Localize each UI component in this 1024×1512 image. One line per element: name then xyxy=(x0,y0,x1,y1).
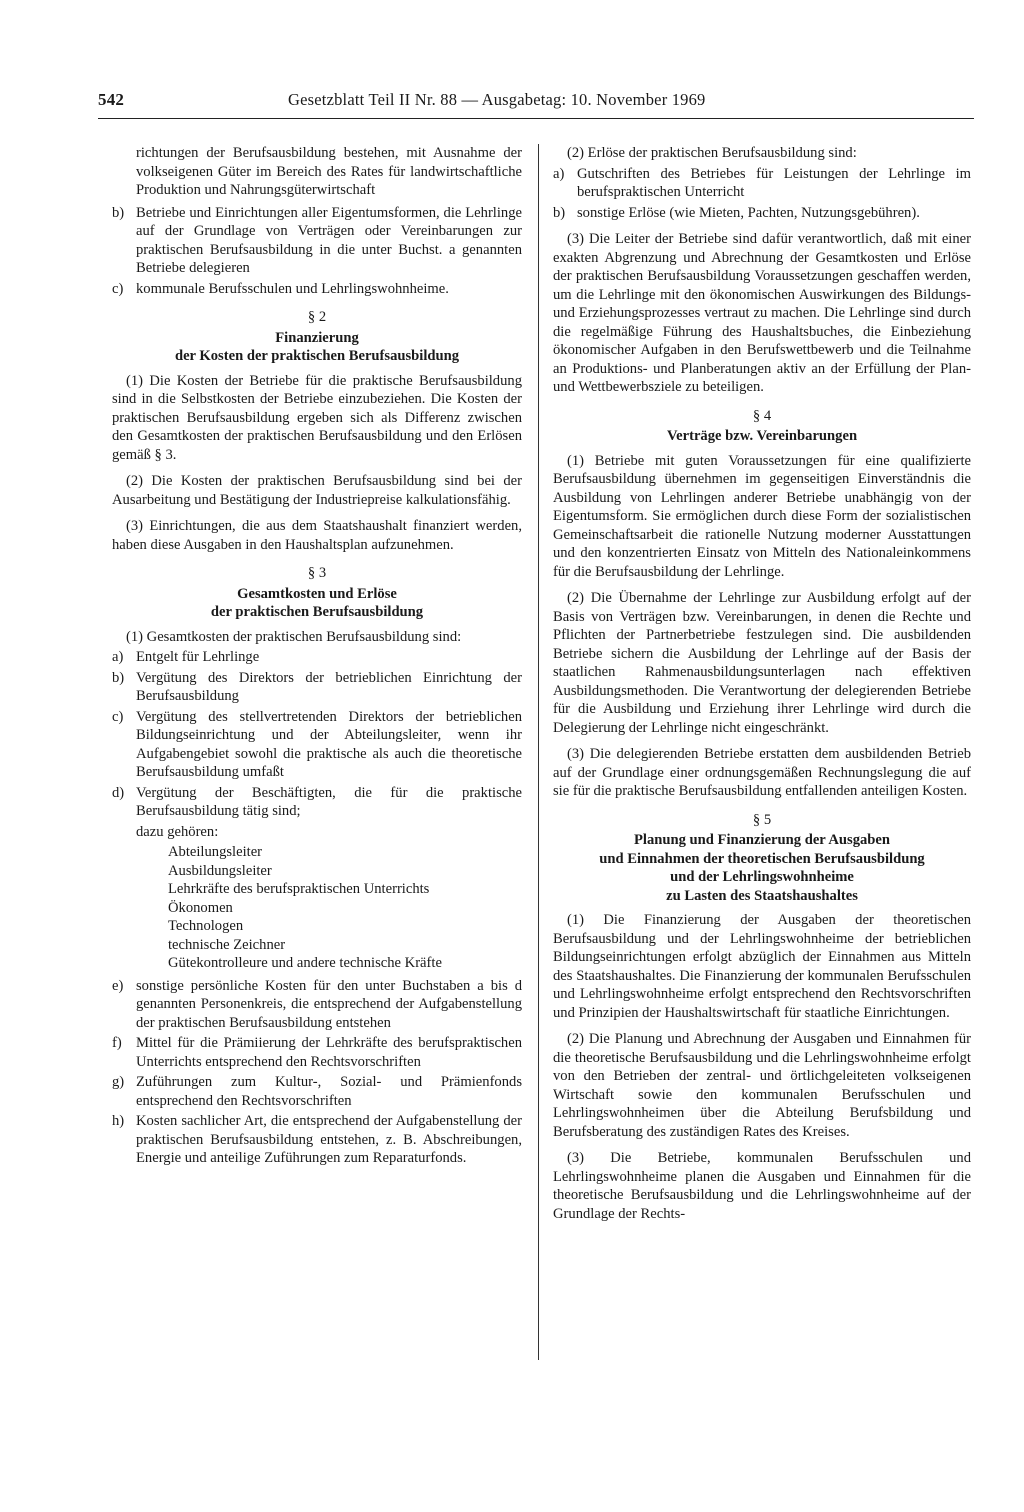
paragraph: (1) Die Finanzierung der Ausgaben der theoretischen Berufsausbildung und der Lehrlingswohnheime der betrieblichen Bildungseinrichtungen erfolgt abzüglich der Einnahmen aus Mitteln des Staatshaushaltes. Die Finanzierung der kommunalen Berufsschulen und Lehrlingswohnheime erfolgt entsprechend den Rechtsvorschriften und Prinzipien der Haushaltswirtschaft für staatliche Einrichtungen. xyxy=(553,912,971,1021)
role-item: Ökonomen xyxy=(168,899,233,916)
role-item: Ausbildungsleiter xyxy=(168,862,272,879)
section-2-title xyxy=(112,329,522,366)
section-4-number: § 4 xyxy=(752,407,772,424)
paragraph: (3) Die delegierenden Betriebe erstatten dem ausbildenden Betrieb auf der Grundlage einer ordnungsgemäßen Rechnungslegung die auf sie für die praktische Berufsausbildung entfallenden anteiligen Kosten. xyxy=(553,746,971,799)
intro-continuation: richtungen der Berufsausbildung bestehen, mit Ausnahme der volkseigenen Güter im Bereich des Rates für landwirtschaftliche Produktion und Nahrungsgüterwirtschaft xyxy=(136,145,522,198)
right-column xyxy=(553,144,971,1372)
list-text: Betriebe und Einrichtungen aller Eigentumsformen, die Lehrlinge auf der Grundlage von Verträgen oder Vereinbarungen zur praktischen Berufsausbildung in die unter Buchst. a genannten Betriebe delegieren xyxy=(136,204,522,276)
role-item: Gütekontrolleure und andere technische Kräfte xyxy=(168,955,442,971)
running-title: Gesetzblatt Teil II Nr. 88 — Ausgabetag: 10. November 1969 xyxy=(288,90,706,109)
list-text: sonstige Erlöse (wie Mieten, Pachten, Nutzungsgebühren). xyxy=(577,204,920,221)
list-label: b) xyxy=(112,669,125,686)
paragraph: (3) Einrichtungen, die aus dem Staatshaushalt finanziert werden, haben diese Ausgaben in den Haushaltsplan aufzunehmen. xyxy=(112,518,522,553)
list-text: Mittel für die Prämiierung der Lehrkräfte des berufspraktischen Unterrichts entsprechend den Rechtsvorschriften xyxy=(136,1035,522,1070)
list-text: Zuführungen zum Kultur-, Sozial- und Prämienfonds entsprechend den Rechtsvorschriften xyxy=(136,1074,522,1109)
list-item xyxy=(112,669,522,706)
list-label: e) xyxy=(112,977,124,994)
list-text: Gutschriften des Betriebes für Leistungen der Lehrlinge im berufspraktischen Unterricht xyxy=(577,165,971,200)
list-label: a) xyxy=(112,649,124,665)
section-title-line: Gesamtkosten und Erlöse xyxy=(237,585,397,602)
role-item: Abteilungsleiter xyxy=(168,844,263,860)
paragraph: (2) Die Planung und Abrechnung der Ausgaben und Einnahmen für die theoretische Berufsausbildung und die Lehrlingswohnheime erfolgt von den Betrieben der zentral- und örtlichgeleiteten volkseigenen Wirtschaft sowie den kommunalen Berufsschulen und Lehrlingswohnheimen über die Abteilung Berufsbildung und Berufsberatung des zuständigen Rates des Kreises. xyxy=(553,1031,971,1140)
paragraph: (1) Die Kosten der Betriebe für die praktische Berufsausbildung sind in die Selbstkosten der Betriebe einzubeziehen. Die Kosten der praktischen Berufsausbildung ergeben sich als Differenz zwischen den Gesamtkosten der praktischen Berufsausbildung und den Erlösen gemäß § 3. xyxy=(112,372,522,463)
list-item xyxy=(112,648,522,667)
list-item xyxy=(112,1073,522,1110)
section-3-number: § 3 xyxy=(307,565,327,581)
list-item xyxy=(112,708,522,782)
list-text: Vergütung des stellvertretenden Direktors der betrieblichen Bildungseinrichtung und der Abteilungsleiter, wenn ihr Aufgabengebiet sowohl die praktische als auch die theoretische Berufsausbildung umfaßt xyxy=(136,708,522,780)
role-item: technische Zeichner xyxy=(168,936,286,953)
list-item xyxy=(553,165,971,202)
section-5-number: § 5 xyxy=(752,811,772,828)
list-text: Entgelt für Lehrlinge xyxy=(136,649,260,665)
section-title-line: und Einnahmen der theoretischen Berufsausbildung xyxy=(599,850,925,867)
list-label: f) xyxy=(112,1035,122,1051)
column-divider xyxy=(538,144,539,1360)
dazu-label: dazu gehören: xyxy=(136,823,219,840)
page-header xyxy=(98,88,974,119)
list-label: b) xyxy=(553,204,566,221)
list-item xyxy=(112,977,522,1033)
role-item: Technologen xyxy=(168,918,244,934)
list-label: b) xyxy=(112,204,125,221)
list-text: Vergütung des Direktors der betrieblichen Einrichtung der Berufsausbildung xyxy=(136,669,522,704)
role-item: Lehrkräfte des berufspraktischen Unterrichts xyxy=(168,881,430,897)
list-text: Vergütung der Beschäftigten, die für die praktische Berufsausbildung tätig sind; xyxy=(136,784,522,819)
paragraph: (2) Die Kosten der praktischen Berufsausbildung sind bei der Ausarbeitung und Bestätigung der Industriepreise kalkulationsfähig. xyxy=(112,473,522,508)
section-title-line: der Kosten der praktischen Berufsausbildung xyxy=(174,348,460,364)
list-item xyxy=(553,204,971,223)
paragraph: (3) Die Leiter der Betriebe sind dafür verantwortlich, daß mit einer exakten Abgrenzung und Abrechnung der Gesamtkosten und Erlöse der praktischen Berufsausbildung Voraussetzungen geschaffen werden, um die Lehrlinge mit den ökonomischen Auswirkungen des Bildungs- und Erziehungsprozesses vertraut zu machen. Die Lehrlinge sind durch die regelmäßige Führung des Haushaltsbuches, die Einbeziehung ökonomischer Aufgaben in den Berufswettbewerb und die Teilnahme an Produktions- und Planberatungen aktiv an der Erfüllung der Plan- und Wettbewerbsziele zu beteiligen. xyxy=(553,231,971,395)
paragraph: (1) Gesamtkosten der praktischen Berufsausbildung sind: xyxy=(126,628,462,645)
section-title-line: und der Lehrlingswohnheime xyxy=(670,869,854,885)
list-item xyxy=(112,204,522,278)
list-label: c) xyxy=(112,708,124,725)
list-item xyxy=(112,784,522,821)
section-5-title xyxy=(553,831,971,905)
section-title-line: der praktischen Berufsausbildung xyxy=(210,604,424,620)
list-text: Kosten sachlicher Art, die entsprechend der Aufgabenstellung der praktischen Berufsausbildung entstehen, z. B. Abschreibungen, Energie und anteilige Zuführungen zum Reparaturfonds. xyxy=(136,1113,522,1166)
list-label: g) xyxy=(112,1074,125,1090)
list-text: kommunale Berufsschulen und Lehrlingswohnheime. xyxy=(136,280,449,297)
left-column xyxy=(112,144,522,1372)
paragraph: (2) Die Übernahme der Lehrlinge zur Ausbildung erfolgt auf der Basis von Verträgen bzw. Vereinbarungen, in denen die Rechte und Pflichten der Partnerbetriebe festzulegen sind. Die ausbildenden Betriebe sichern die Ausbildung der Lehrlinge auf der Basis der staatlichen Rahmenausbildungsunterlagen nach effektiven Ausbildungsmethoden. Die Verantwortung der delegierenden Betriebe für die Ausbildung und Erziehung ihrer Lehrlinge wird durch die Delegierung der Lehrlinge nicht eingeschränkt. xyxy=(553,590,971,736)
list-item xyxy=(112,280,522,299)
paragraph: (2) Erlöse der praktischen Berufsausbildung sind: xyxy=(567,145,857,161)
section-3-title xyxy=(112,585,522,622)
list-item xyxy=(112,1112,522,1168)
list-label: c) xyxy=(112,280,124,297)
list-label: d) xyxy=(112,784,125,801)
section-title-line: Planung und Finanzierung der Ausgaben xyxy=(633,832,890,848)
paragraph: (3) Die Betriebe, kommunalen Berufsschulen und Lehrlingswohnheime planen die Ausgaben und Einnahmen für die theoretische Berufsausbildung und die Lehrlingswohnheime auf der Grundlage der Rechts- xyxy=(553,1150,971,1222)
paragraph: (1) Betriebe mit guten Voraussetzungen für eine qualifizierte Berufsausbildung übernehmen im gegenseitigen Einverständnis die Ausbildung von Lehrlingen anderer Betriebe unabhängig von der Eigentumsform. Sie ermöglichen durch diese Form der sozialistischen Gemeinschaftsarbeit die rationelle Nutzung moderner Ausstattungen und den konzentrierten Einsatz von Mitteln des Nationaleinkommens für die Berufsausbildung der Lehrlinge. xyxy=(553,452,971,580)
section-2-number: § 2 xyxy=(307,309,327,325)
list-label: a) xyxy=(553,165,565,182)
section-title-line: Finanzierung xyxy=(275,329,359,346)
list-label: h) xyxy=(112,1113,125,1129)
section-title-line: zu Lasten des Staatshaushaltes xyxy=(666,887,858,904)
list-text: sonstige persönliche Kosten für den unter Buchstaben a bis d genannten Personenkreis, die entsprechend der Aufgabenstellung der praktischen Berufsausbildung entstehen xyxy=(136,977,522,1031)
list-item xyxy=(112,1034,522,1071)
section-4-title: Verträge bzw. Vereinbarungen xyxy=(666,428,858,444)
page-number: 542 xyxy=(98,90,125,109)
